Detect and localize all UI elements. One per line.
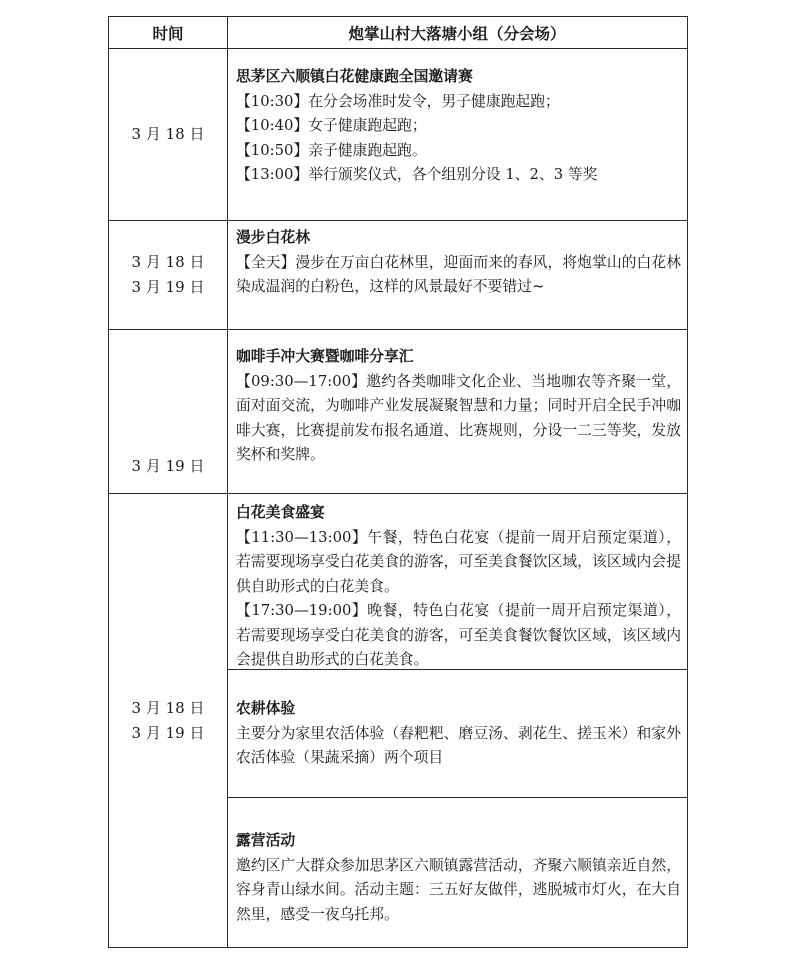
event-title: 思茅区六顺镇白花健康跑全国邀请赛 — [236, 68, 473, 85]
event-text: 女子健康跑起跑； — [308, 117, 427, 134]
event-cell — [236, 345, 681, 468]
event-title: 漫步白花林 — [236, 229, 310, 246]
event-text: 邀约区广大群众参加思茅区六顺镇露营活动，齐聚六顺镇亲近自然，容身青山绿水间。活动主题：三五好友做伴，逃脱城市灯火，在大自然里，感受一夜乌托邦。 — [236, 856, 681, 923]
event-cell — [236, 65, 681, 188]
date-text: 3 月 18 日 — [131, 252, 205, 271]
time-tag: 【09:30—17:00】 — [236, 372, 367, 390]
event-text: 午餐，特色白花宴（提前一周开启预定渠道），若需要现场享受白花美食的游客，可至美食餐饮区域，该区域内会提供自助形式的白花美食。 — [236, 528, 681, 595]
date-cell — [109, 493, 227, 949]
cell-divider — [227, 797, 687, 798]
event-item — [236, 854, 681, 928]
event-cell — [236, 829, 681, 927]
event-cell — [236, 226, 681, 300]
schedule-table — [108, 16, 688, 948]
time-tag: 【17:30—19:00】 — [236, 602, 368, 619]
time-tag: 【10:30】 — [236, 92, 309, 110]
event-title: 咖啡手冲大赛暨咖啡分享汇 — [236, 348, 414, 365]
event-item — [236, 251, 681, 300]
date-text: 3 月 19 日 — [131, 277, 205, 296]
event-cell — [236, 697, 681, 771]
date-text: 3 月 18 日 — [131, 699, 205, 717]
time-tag: 【10:40】 — [236, 117, 309, 134]
event-text: 亲子健康跑起跑。 — [308, 141, 427, 159]
column-divider — [227, 17, 228, 947]
event-text: 在分会场准时发令，男子健康跑起跑； — [308, 92, 560, 110]
event-title: 农耕体验 — [236, 700, 296, 717]
event-item — [236, 139, 681, 164]
event-item — [236, 114, 681, 139]
event-item — [236, 526, 681, 600]
event-item — [236, 722, 681, 771]
event-title: 白花美食盛宴 — [236, 504, 325, 521]
time-tag: 【11:30—13:00】 — [236, 528, 368, 546]
date-text: 3 月 18 日 — [131, 124, 205, 143]
time-tag: 【13:00】 — [236, 166, 309, 183]
date-text: 3 月 19 日 — [131, 724, 205, 742]
date-cell — [109, 329, 227, 493]
event-text: 主要分为家里农活体验（舂粑粑、磨豆汤、剥花生、搓玉米）和家外农活体验（果蔬采摘）两个项目 — [236, 724, 681, 766]
event-item — [236, 599, 681, 673]
header-time: 时间 — [152, 23, 184, 43]
time-tag: 【10:50】 — [236, 141, 309, 159]
date-text: 3 月 19 日 — [131, 457, 205, 475]
date-cell — [109, 220, 227, 329]
header-venue: 炮掌山村大落塘小组（分会场） — [348, 23, 566, 43]
event-item — [236, 163, 681, 188]
event-item — [236, 370, 681, 468]
event-text: 邀约各类咖啡文化企业、当地咖农等齐聚一堂，面对面交流，为咖啡产业发展凝聚智慧和力量；同时开启全民手冲咖啡大赛，比赛提前发布报名通道、比赛规则，分设一二三等奖，发放奖杯和奖牌。 — [236, 372, 681, 463]
date-cell — [109, 48, 227, 220]
event-text: 晚餐，特色白花宴（提前一周开启预定渠道），若需要现场享受白花美食的游客，可至美食餐饮餐饮区域，该区域内会提供自助形式的白花美食。 — [236, 602, 681, 668]
event-text: 漫步在万亩白花林里，迎面而来的春风，将炮掌山的白花林染成温润的白粉色，这样的风景最好不要错过~ — [236, 253, 681, 295]
event-text: 举行颁奖仪式，各个组别分设 1、2、3 等奖 — [308, 166, 598, 183]
time-tag: 【全天】 — [236, 253, 296, 271]
event-item — [236, 90, 681, 115]
event-cell — [236, 501, 681, 673]
event-title: 露营活动 — [236, 832, 296, 849]
